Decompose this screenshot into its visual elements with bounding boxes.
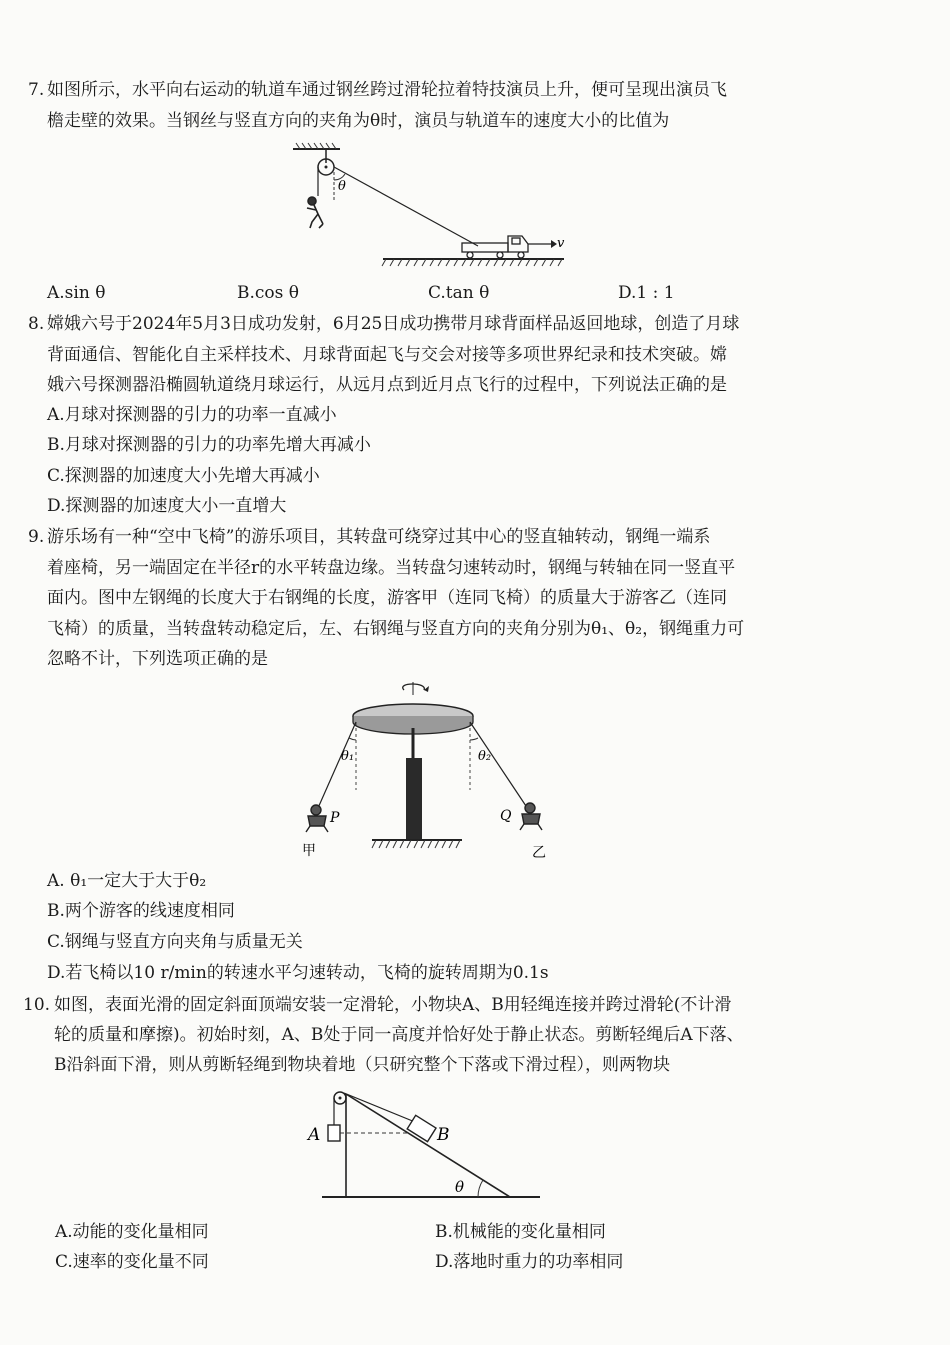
q8-line-3: 娥六号探测器沿椭圆轨道绕月球运行，从远月点到近月点飞行的过程中，下列说法正确的是 <box>47 375 727 395</box>
q10-line-1: 如图，表面光滑的固定斜面顶端安装一定滑轮，小物块A、B用轻绳连接并跨过滑轮(不计滑 <box>54 995 732 1015</box>
q9-p-label: P <box>330 810 340 826</box>
q9-theta2-label: θ₂ <box>478 749 492 764</box>
q9-jia-label: 甲 <box>302 843 316 859</box>
q10-line-3: B沿斜面下滑，则从剪断轻绳到物块着地（只研究整个下落或下滑过程），则两物块 <box>54 1055 670 1075</box>
q7-v-label: v <box>557 236 565 251</box>
q10-option-c: C.速率的变化量不同 <box>55 1252 209 1272</box>
q7-number: 7. <box>28 80 45 100</box>
q9-option-b: B.两个游客的线速度相同 <box>47 901 235 921</box>
q7-line-2: 檐走壁的效果。当钢丝与竖直方向的夹角为θ时，演员与轨道车的速度大小的比值为 <box>47 111 670 131</box>
q7-theta-label: θ <box>338 179 346 194</box>
q10-b-label: B <box>437 1125 450 1145</box>
q8-number: 8. <box>28 314 45 334</box>
q9-line-2: 着座椅，另一端固定在半径r的水平转盘边缘。当转盘匀速转动时，钢绳与转轴在同一竖直平 <box>47 558 736 578</box>
q10-a-label: A <box>308 1125 321 1145</box>
block-b <box>407 1115 436 1141</box>
q7-line-1: 如图所示，水平向右运动的轨道车通过钢丝跨过滑轮拉着特技演员上升，便可呈现出演员飞 <box>47 80 727 100</box>
q7-option-a: A.sin θ <box>47 283 106 303</box>
q9-option-d: D.若飞椅以10 r/min的转速水平匀速转动，飞椅的旋转周期为0.1s <box>47 963 549 983</box>
q8-line-2: 背面通信、智能化自主采样技术、月球背面起飞与交会对接等多项世界纪录和技术突破。嫦 <box>47 345 727 365</box>
q8-option-d: D.探测器的加速度大小一直增大 <box>47 496 287 516</box>
q7-option-c: C.tan θ <box>428 283 490 303</box>
q8-option-a: A.月球对探测器的引力的功率一直减小 <box>47 405 337 425</box>
block-a <box>328 1125 340 1141</box>
q8-line-1: 嫦娥六号于2024年5月3日成功发射，6月25日成功携带月球背面样品返回地球，创造了月球 <box>47 314 740 334</box>
q10-theta-label: θ <box>455 1178 465 1196</box>
q9-line-4: 飞椅）的质量，当转盘转动稳定后，左、右钢绳与竖直方向的夹角分别为θ₁、θ₂，钢绳重力可 <box>47 619 745 639</box>
q9-option-a: A. θ₁一定大于大于θ₂ <box>47 871 207 891</box>
q9-yi-label: 乙 <box>532 845 546 861</box>
q10-line-2: 轮的质量和摩擦)。初始时刻，A、B处于同一高度并恰好处于静止状态。剪断轻绳后A下落、 <box>54 1025 744 1045</box>
q9-line-5: 忽略不计，下列选项正确的是 <box>47 649 268 669</box>
q9-line-3: 面内。图中左钢绳的长度大于右钢绳的长度，游客甲（连同飞椅）的质量大于游客乙（连同 <box>47 588 727 608</box>
q9-option-c: C.钢绳与竖直方向夹角与质量无关 <box>47 932 303 952</box>
q9-line-1: 游乐场有一种“空中飞椅”的游乐项目，其转盘可绕穿过其中心的竖直轴转动，钢绳一端系 <box>47 527 711 547</box>
q8-option-b: B.月球对探测器的引力的功率先增大再减小 <box>47 435 371 455</box>
q8-option-c: C.探测器的加速度大小先增大再减小 <box>47 466 320 486</box>
q10-option-d: D.落地时重力的功率相同 <box>435 1252 624 1272</box>
q7-option-d: D.1 : 1 <box>618 283 675 303</box>
q10-option-a: A.动能的变化量相同 <box>55 1222 209 1242</box>
q9-q-label: Q <box>500 808 512 824</box>
q9-theta1-label: θ₁ <box>341 749 355 764</box>
q10-number: 10. <box>23 995 51 1015</box>
q7-option-b: B.cos θ <box>237 283 300 303</box>
q10-option-b: B.机械能的变化量相同 <box>435 1222 606 1242</box>
q9-number: 9. <box>28 527 45 547</box>
